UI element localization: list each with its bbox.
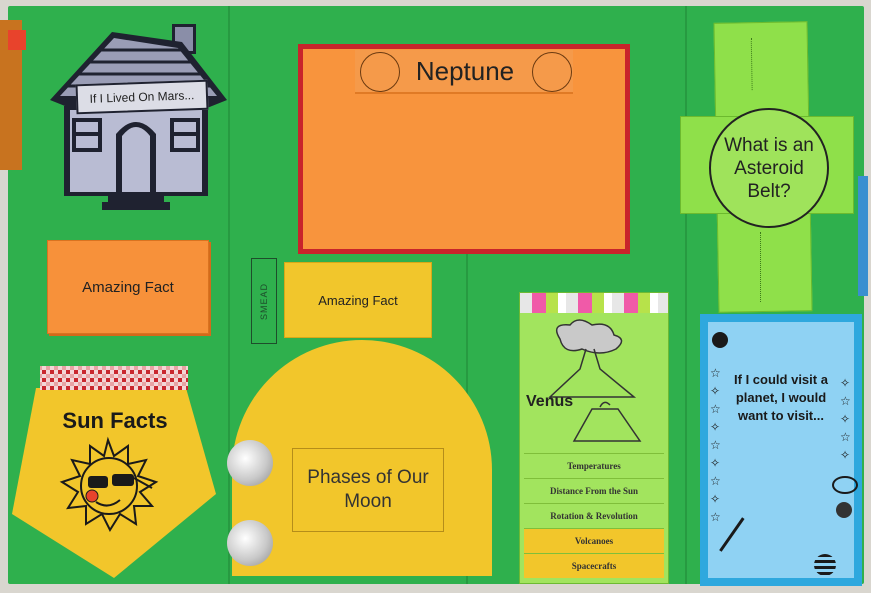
amazing-fact-card-2[interactable]: Amazing Fact [284,262,432,338]
folder-fold-right [685,6,687,584]
venus-title: Venus [526,393,574,410]
venus-ribbon [520,293,668,313]
venus-tab-temperatures[interactable]: Temperatures [524,453,664,478]
venus-tabs [524,453,664,578]
neptune-flap-border [298,44,630,254]
venus-tab-spacecrafts[interactable]: Spacecrafts [524,553,664,578]
neptune-planet-icon-right [532,52,572,92]
house-sign: If I Lived On Mars... [76,80,209,115]
venus-flipbook[interactable] [519,292,669,584]
edge-tab-blue [858,176,868,296]
stars-border-left: ☆ ✧ ☆ ✧ ☆ ✧ ☆ ✧ ☆ [710,366,721,524]
neptune-title: Neptune [415,55,515,86]
venus-tab-distance[interactable]: Distance From the Sun [524,478,664,503]
smead-label: SMEAD [251,258,277,344]
volcano-icon [530,319,656,449]
asteroid-dots-top [751,38,763,90]
amazing-fact-card-1[interactable]: Amazing Fact [47,240,209,334]
planet-icon [836,502,852,518]
sun-facts-title: Sun Facts [62,408,168,433]
sun-facts-pocket[interactable] [10,362,220,582]
book-spine-accent [8,30,26,50]
venus-tab-rotation[interactable]: Rotation & Revolution [524,503,664,528]
venus-tab-volcanoes[interactable]: Volcanoes [524,528,664,553]
jupiter-icon [814,554,836,576]
astronaut-icon [712,332,728,348]
visit-planet-card-border [700,314,862,586]
button-fastener-bottom [227,520,273,566]
stars-border-right: ✧ ☆ ✧ ☆ ✧ [840,376,851,462]
neptune-planet-icon-left [360,52,400,92]
asteroid-question: What is an Asteroid Belt? [709,108,829,228]
house-icon [42,22,232,212]
sun-sunglasses-icon [48,436,168,536]
button-fastener-top [227,440,273,486]
mars-house-cutout [42,22,232,212]
asteroid-dots-bottom [760,232,773,302]
saturn-icon [832,476,858,494]
moon-phases-title: Phases of Our Moon [292,448,444,532]
visit-planet-prompt: If I could visit a planet, I would want to visit... [734,372,828,423]
